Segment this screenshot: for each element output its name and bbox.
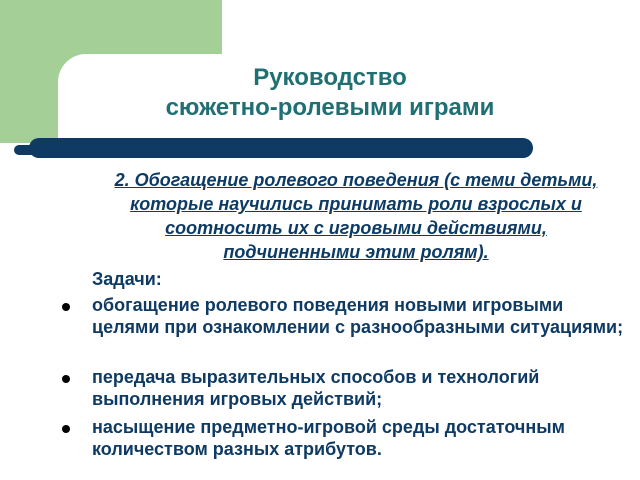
bullet-icon (62, 303, 70, 311)
bullet-icon (62, 425, 70, 433)
subheading: 2. Обогащение ролевого поведения (с теми детьми, которые научились принимать роли взрослых и соотносить их с игровыми действиями, подчиненными этим ролям). (114, 170, 598, 262)
bullet-icon (62, 375, 70, 383)
list-item: обогащение ролевого поведения новыми игровыми целями при ознакомлении с разнообразными ситуациями; (92, 295, 624, 337)
list-item: насыщение предметно-игровой среды достаточным количеством разных атрибутов. (92, 417, 565, 459)
tasks-label: Задачи: (92, 269, 162, 289)
list-item: передача выразительных способов и технологий выполнения игровых действий; (92, 367, 540, 409)
slide-title-line1: Руководство (253, 64, 407, 91)
divider-bar (29, 138, 533, 158)
slide-title-line2: сюжетно-ролевыми играми (165, 94, 495, 121)
